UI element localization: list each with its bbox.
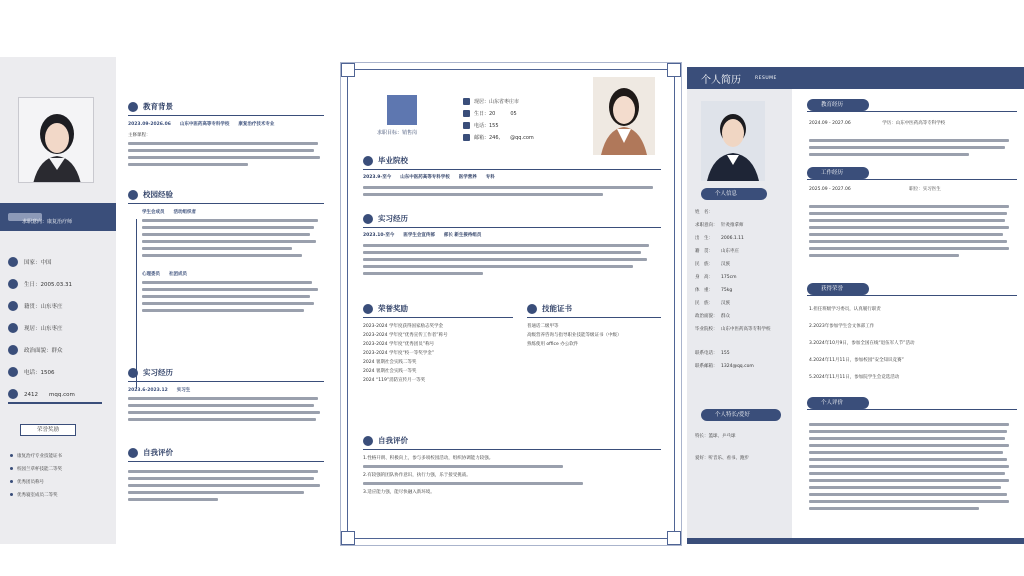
kv-row: 民 族： 汉族: [695, 301, 730, 306]
kv-row: 身 高： 175cm: [695, 275, 737, 280]
briefcase-icon: [128, 368, 138, 378]
section-campus: [128, 189, 324, 312]
contact-text: 现居：山东省枣庄市: [474, 98, 520, 105]
footer-bar: [687, 538, 1024, 544]
person-icon: [363, 436, 373, 446]
home-icon: [463, 98, 470, 105]
job-intention-band: [0, 203, 116, 231]
section-self-eval: [363, 435, 661, 497]
job-intention-text: 求职意向：康复治疗师: [22, 219, 73, 225]
self-item: 1.性格开朗、积极向上，参与多项校园活动，组织协调能力较强。: [363, 456, 494, 461]
info-text: 电话：1506: [24, 370, 55, 376]
cert-item: 高级营养咨询与指导职业技能等级证书（中级）: [527, 333, 622, 338]
profile-photo: [593, 77, 655, 155]
mail-icon: [463, 134, 470, 141]
header-bar: [687, 67, 1024, 89]
honor-item: 4.2024年11月11日，参加校园“安全知识竞赛”: [809, 358, 904, 363]
info-row: [8, 361, 75, 383]
honor-item: 2024 暑期社会实践二等奖: [363, 360, 417, 365]
section-education: [128, 101, 324, 166]
kv-row: 姓 名：: [695, 210, 713, 215]
info-row: [8, 251, 75, 273]
self-item: 3.适应能力强，能尽快融入新环境。: [363, 490, 435, 495]
honor-item: 2023-2024 学年度“校一等奖学金”: [363, 351, 435, 356]
kv-row: 民 族： 汉族: [695, 262, 730, 267]
resume-card-1-sidebar: [0, 57, 116, 544]
kv-row: 求职意向： 针灸推拿师: [695, 223, 744, 228]
edu-sub: 主修课程：: [128, 133, 151, 138]
profile-photo: [18, 97, 94, 183]
award-item: 优秀寝室成员二等奖: [10, 488, 62, 501]
section-pill-self: 个人评价: [807, 397, 869, 409]
award-item: 康复治疗专业技能证书: [10, 449, 62, 462]
flag-icon: [128, 190, 138, 200]
section-title: 教育背景: [143, 102, 173, 111]
divider: [8, 402, 102, 404]
kv-row: 毕业院校： 山东中医药高等专科学校: [695, 327, 771, 332]
phone-icon: [463, 122, 470, 129]
section-self-eval: [128, 447, 324, 501]
honor-item: 3.2024年10月9日，参加全国在线“退伍军人节”活动: [809, 341, 915, 346]
section-internship: [363, 213, 661, 275]
section-title: 自我评价: [378, 436, 408, 445]
resume-subtitle: RESUME: [755, 76, 777, 81]
info-text: 籍贯：山东枣庄: [24, 304, 63, 310]
section-title: 实习经历: [378, 214, 408, 223]
kv-row: 籍 贯： 山东枣庄: [695, 249, 739, 254]
honor-title: 荣誉奖励: [20, 424, 76, 436]
honor-item: 2023-2024 学年度“优秀宣传工作者”称号: [363, 333, 448, 338]
home-icon: [8, 323, 18, 333]
honor-item: 2023-2024 学年度获得国家励志奖学金: [363, 324, 443, 329]
campus-role-b: 心理委员 社团成员: [142, 272, 187, 277]
graduation-icon: [128, 102, 138, 112]
section-title: 荣誉奖励: [378, 304, 408, 313]
section-school: [363, 155, 661, 196]
honor-item: 2024 暑期社会实践一等奖: [363, 369, 417, 374]
section-internship: [128, 367, 324, 421]
contact-list: [463, 95, 534, 143]
honor-item: 2024 “119”消防宣传月一等奖: [363, 378, 426, 383]
section-title: 自我评价: [143, 448, 173, 457]
contact-text: 生日：20 05: [474, 110, 517, 117]
honor-item: 1.担任班级学习委员，认真履行职责: [809, 307, 881, 312]
section-certs: [527, 303, 661, 349]
award-item: 校园兰草杯技能二等奖: [10, 462, 62, 475]
section-title: 毕业院校: [378, 156, 408, 165]
section-pill-work: 工作经历: [807, 167, 869, 179]
info-row: [8, 273, 75, 295]
kv-row: 联系邮箱： 1324@qq.com: [695, 364, 754, 369]
hobby-row: 爱好：听音乐、看书、跑步: [695, 456, 749, 461]
award-item: 优秀团员称号: [10, 475, 62, 488]
location-icon: [8, 301, 18, 311]
info-row: [8, 295, 75, 317]
briefcase-icon: [363, 214, 373, 224]
section-pill-edu: 教育经历: [807, 99, 869, 111]
section-title: 技能证书: [542, 304, 572, 313]
resume-card-2: [340, 62, 682, 546]
info-text: 国家：中国: [24, 260, 52, 266]
mail-icon: [8, 389, 18, 399]
flag-icon: [8, 345, 18, 355]
graduation-icon: [363, 156, 373, 166]
resume-card-1-main: [116, 57, 336, 544]
calendar-icon: [463, 110, 470, 117]
section-pill-hobby: 个人特长/爱好: [701, 409, 781, 421]
campus-role-a: 学生会成员 活动组织者: [142, 210, 196, 215]
section-title: 校园经验: [143, 190, 173, 199]
awards-list: [10, 449, 62, 501]
edu-line: 2023.09-2026.06 山东中医药高等专科学校 康复治疗技术专业: [128, 122, 275, 127]
trophy-icon: [363, 304, 373, 314]
info-text: 生日：2005.03.31: [24, 282, 72, 288]
profile-photo: [701, 101, 765, 181]
globe-icon: [8, 257, 18, 267]
intern-line: 2023.6-2023.12 实习生: [128, 388, 191, 393]
name-block: [387, 95, 417, 125]
kv-row: 出 生： 2006.1.11: [695, 236, 744, 241]
info-text: 政治面貌：群众: [24, 348, 63, 354]
cert-item: 熟练使用 office 办公软件: [527, 342, 579, 347]
intern-line: 2023.10-至今 医学生会宣传部 部长 新生接待组员: [363, 233, 482, 238]
edu-line: 2024.09 - 2027.06 学历：山东中医药高等专科学校: [809, 121, 946, 126]
info-row: [8, 339, 75, 361]
kv-row: 联系电话： 155: [695, 351, 730, 356]
job-goal: 求职目标：销售岗: [377, 130, 418, 136]
resume-card-3: [687, 67, 1024, 544]
section-pill-honor: 获得荣誉: [807, 283, 869, 295]
cert-item: 普通话二级甲等: [527, 324, 559, 329]
section-title: 实习经历: [143, 368, 173, 377]
info-row: [8, 317, 75, 339]
phone-icon: [8, 367, 18, 377]
hobby-row: 特长：篮球、乒乓球: [695, 434, 736, 439]
certificate-icon: [527, 304, 537, 314]
calendar-icon: [8, 279, 18, 289]
section-pill-info: 个人信息: [701, 188, 767, 200]
school-line: 2023.9-至今 山东中医药高等专科学校 医学营养 专科: [363, 175, 495, 180]
resume-title: 个人简历: [701, 75, 741, 86]
work-line: 2025.09 - 2027.06 职位：实习医生: [809, 187, 941, 192]
kv-row: 体 重： 75kg: [695, 288, 733, 293]
honor-item: 2.2023年参加学生会文体部工作: [809, 324, 875, 329]
self-item: 2.有较强的团队协作意识，执行力强，乐于接受挑战。: [363, 473, 471, 478]
info-text: 现居：山东枣庄: [24, 326, 63, 332]
section-honors: [363, 303, 513, 385]
person-icon: [128, 448, 138, 458]
kv-row: 政治面貌： 群众: [695, 314, 730, 319]
honor-item: 5.2024年11月11日，参加院学生会竞选活动: [809, 375, 900, 380]
contact-text: 邮箱：246, @qq.com: [474, 134, 534, 141]
contact-text: 电话：155: [474, 122, 499, 129]
personal-info-list: [8, 251, 75, 405]
honor-item: 2023-2024 学年度“优秀团员”称号: [363, 342, 435, 347]
info-text: 2412 mqq.com: [24, 392, 75, 398]
